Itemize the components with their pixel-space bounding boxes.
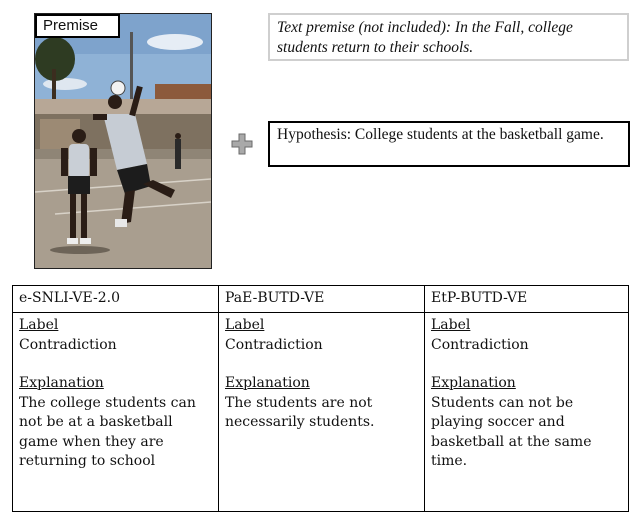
column-header: EtP-BUTD-VE <box>425 286 629 313</box>
text-premise: Text premise (not included): In the Fall, college students return to their schools. <box>268 13 629 61</box>
label-heading: Label <box>19 317 59 333</box>
table-row <box>13 313 629 512</box>
explanation-heading: Explanation <box>19 375 104 391</box>
explanation-heading: Explanation <box>225 375 310 391</box>
plus-icon <box>231 133 253 155</box>
label-heading: Label <box>225 317 265 333</box>
explanation-text: Students can not be playing soccer and basketball at the same time. <box>431 394 592 469</box>
explanation-heading: Explanation <box>431 375 516 391</box>
table-cell <box>219 313 425 512</box>
premise-image <box>34 13 212 269</box>
explanation-text: The college students can not be at a basketball game when they are returning to school <box>19 394 196 469</box>
table-header-row <box>13 286 629 313</box>
label-value: Contradiction <box>19 336 117 353</box>
table-cell <box>425 313 629 512</box>
label-value: Contradiction <box>225 336 323 353</box>
label-value: Contradiction <box>431 336 529 353</box>
table-cell <box>13 313 219 512</box>
premise-label: Premise <box>35 14 120 38</box>
column-header: PaE-BUTD-VE <box>219 286 425 313</box>
label-heading: Label <box>431 317 471 333</box>
hypothesis-box: Hypothesis: College students at the basketball game. <box>268 121 630 167</box>
explanation-text: The students are not necessarily students. <box>225 394 375 430</box>
results-table <box>12 285 629 512</box>
column-header: e-SNLI-VE-2.0 <box>13 286 219 313</box>
